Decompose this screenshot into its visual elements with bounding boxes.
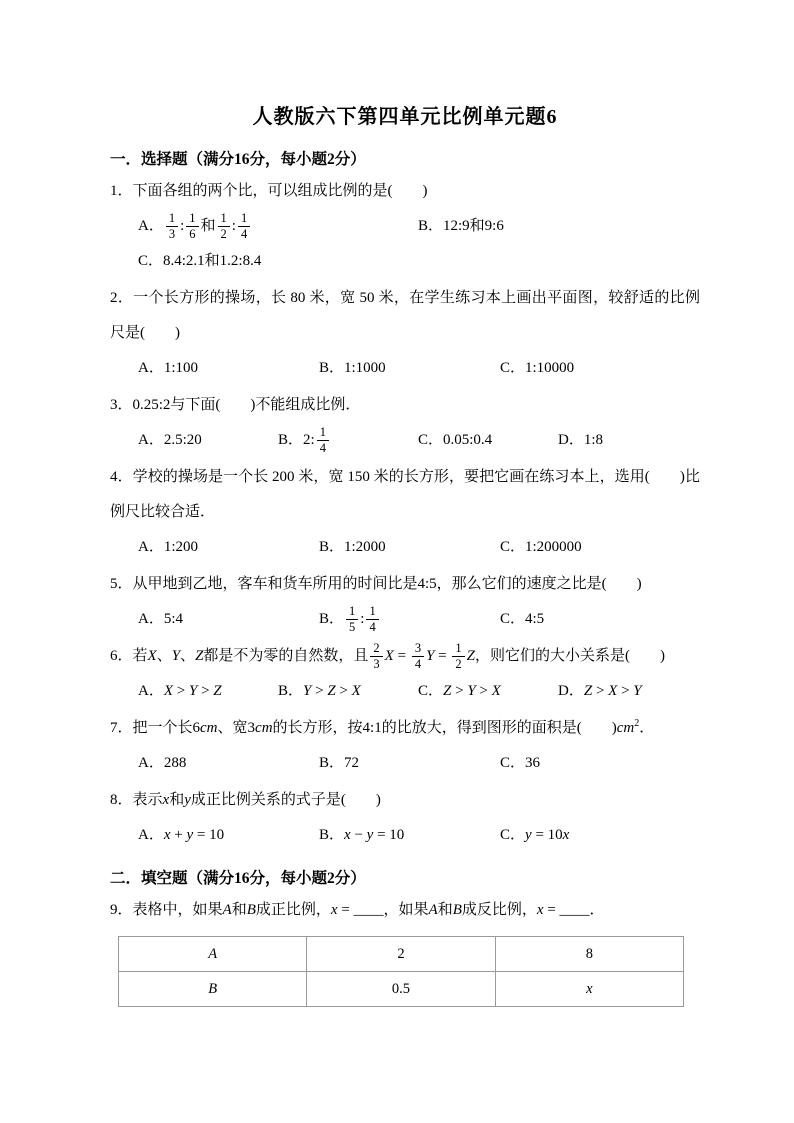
question-1 [110, 174, 700, 279]
table-cell-a-value-1: 2 [307, 937, 495, 972]
question-2-option-b: B．1:1000 [319, 360, 386, 376]
question-2 [110, 281, 700, 386]
question-5-option-b: B． $\frac{1}{5}$ : $\frac{1}{4}$ [319, 602, 500, 637]
question-1-stem: 1．下面各组的两个比，可以组成比例的是( ) [110, 183, 428, 199]
fraction: $\frac{3}{4}$ [412, 641, 424, 672]
fraction: $\frac{1}{5}$ [346, 604, 358, 635]
question-5 [110, 567, 700, 637]
fraction: $\frac{1}{2}$ [452, 641, 464, 672]
question-6-option-a: A．X > Y > Z [138, 683, 222, 699]
question-3-option-c: C．0.05:0.4 [418, 432, 493, 448]
fraction: $\frac{1}{4}$ [317, 425, 329, 456]
fraction: $\frac{1}{4}$ [366, 604, 378, 635]
question-8-option-c: C．y = 10x [500, 827, 570, 843]
question-5-option-c: C．4:5 [500, 611, 545, 627]
question-6-option-b: B．Y > Z > X [278, 683, 361, 699]
question-7 [110, 711, 700, 781]
question-3-option-d: D．1:8 [558, 432, 604, 448]
question-7-option-b: B．72 [319, 755, 360, 771]
question-3-stem: 3．0.25:2与下面( )不能组成比例． [110, 397, 361, 413]
question-1-options-row-1 [110, 209, 700, 244]
question-3-options-row [110, 423, 700, 458]
question-2-stem: 2．一个长方形的操场，长 80 米，宽 50 米，在学生练习本上画出平面图，较舒适的比例尺是( ) [110, 290, 700, 341]
question-6 [110, 639, 700, 709]
question-5-stem: 5．从甲地到乙地，客车和货车所用的时间比是4:5，那么它们的速度之比是( ) [110, 576, 642, 592]
table-cell-a-value-2: 8 [495, 937, 683, 972]
question-4-stem: 4．学校的操场是一个长 200 米，宽 150 米的长方形，要把它画在练习本上，选用( )比例尺比较合适． [110, 469, 700, 520]
question-7-stem: 7．把一个长6cm、宽3cm的长方形，按4:1的比放大，得到图形的面积是( )$cm^2$． [110, 718, 655, 736]
table-cell-b-label: B [119, 972, 307, 1007]
question-8-stem: 8．表示x和y成正比例关系的式子是( ) [110, 792, 381, 808]
question-9-stem: 9．表格中，如果A和B成正比例，x = ____，如果A和B成反比例，x = ____． [110, 902, 605, 918]
question-7-option-c: C．36 [500, 755, 541, 771]
question-1-option-a: A． $\frac{1}{3}$ : $\frac{1}{6}$ 和 $\frac{1}{2}$ : $\frac{1}{4}$ [138, 209, 418, 244]
question-8 [110, 783, 700, 853]
table-cell-a-label: A [119, 937, 307, 972]
fraction: $\frac{2}{3}$ [370, 641, 382, 672]
question-9-table [118, 936, 684, 1007]
question-6-options-row [110, 674, 700, 709]
question-1-option-c: C．8.4:2.1和1.2:8.4 [138, 253, 262, 269]
question-3 [110, 388, 700, 458]
question-8-options-row [110, 818, 700, 853]
question-5-option-a: A．5:4 [138, 611, 184, 627]
table-cell-b-value-2: x [495, 972, 683, 1007]
question-8-option-b: B．x − y = 10 [319, 827, 405, 843]
question-7-options-row [110, 746, 700, 781]
question-4-option-a: A．1:200 [138, 539, 199, 555]
question-4-options-row [110, 530, 700, 565]
question-7-option-a: A．288 [138, 755, 187, 771]
question-2-option-c: C．1:10000 [500, 360, 575, 376]
table-row-B [119, 972, 684, 1007]
question-5-options-row [110, 602, 700, 637]
table-row-A [119, 937, 684, 972]
fraction: $\frac{1}{4}$ [238, 211, 250, 242]
section-2-heading: 二．填空题（满分16分，每小题2分） [110, 870, 366, 887]
question-1-option-b: B．12:9和9:6 [418, 218, 504, 234]
question-6-option-d: D．Z > X > Y [558, 683, 642, 699]
question-2-options-row [110, 351, 700, 386]
table-cell-b-value-1: 0.5 [307, 972, 495, 1007]
question-4-option-c: C．1:200000 [500, 539, 582, 555]
section-1-heading: 一．选择题（满分16分，每小题2分） [110, 151, 366, 168]
question-6-option-c: C．Z > Y > X [418, 683, 501, 699]
fraction: $\frac{1}{6}$ [186, 211, 198, 242]
question-9 [110, 893, 700, 1007]
question-1-options-row-2 [110, 244, 700, 279]
fraction: $\frac{1}{2}$ [218, 211, 230, 242]
question-6-stem: 6．若X、Y、Z都是不为零的自然数，且 $\frac{2}{3}$ X = $\frac{3}{4}$ Y = $\frac{1}{2}$ Z，则它们的大小关系是( ) [110, 641, 665, 672]
page-title: 人教版六下第四单元比例单元题6 [252, 106, 558, 128]
question-4 [110, 460, 700, 565]
question-8-option-a: A．x + y = 10 [138, 827, 225, 843]
question-4-option-b: B．1:2000 [319, 539, 386, 555]
question-2-option-a: A．1:100 [138, 360, 199, 376]
question-3-option-b: B．2: $\frac{1}{4}$ [278, 423, 418, 458]
question-3-option-a: A．2.5:20 [138, 432, 202, 448]
fraction: $\frac{1}{3}$ [166, 211, 178, 242]
